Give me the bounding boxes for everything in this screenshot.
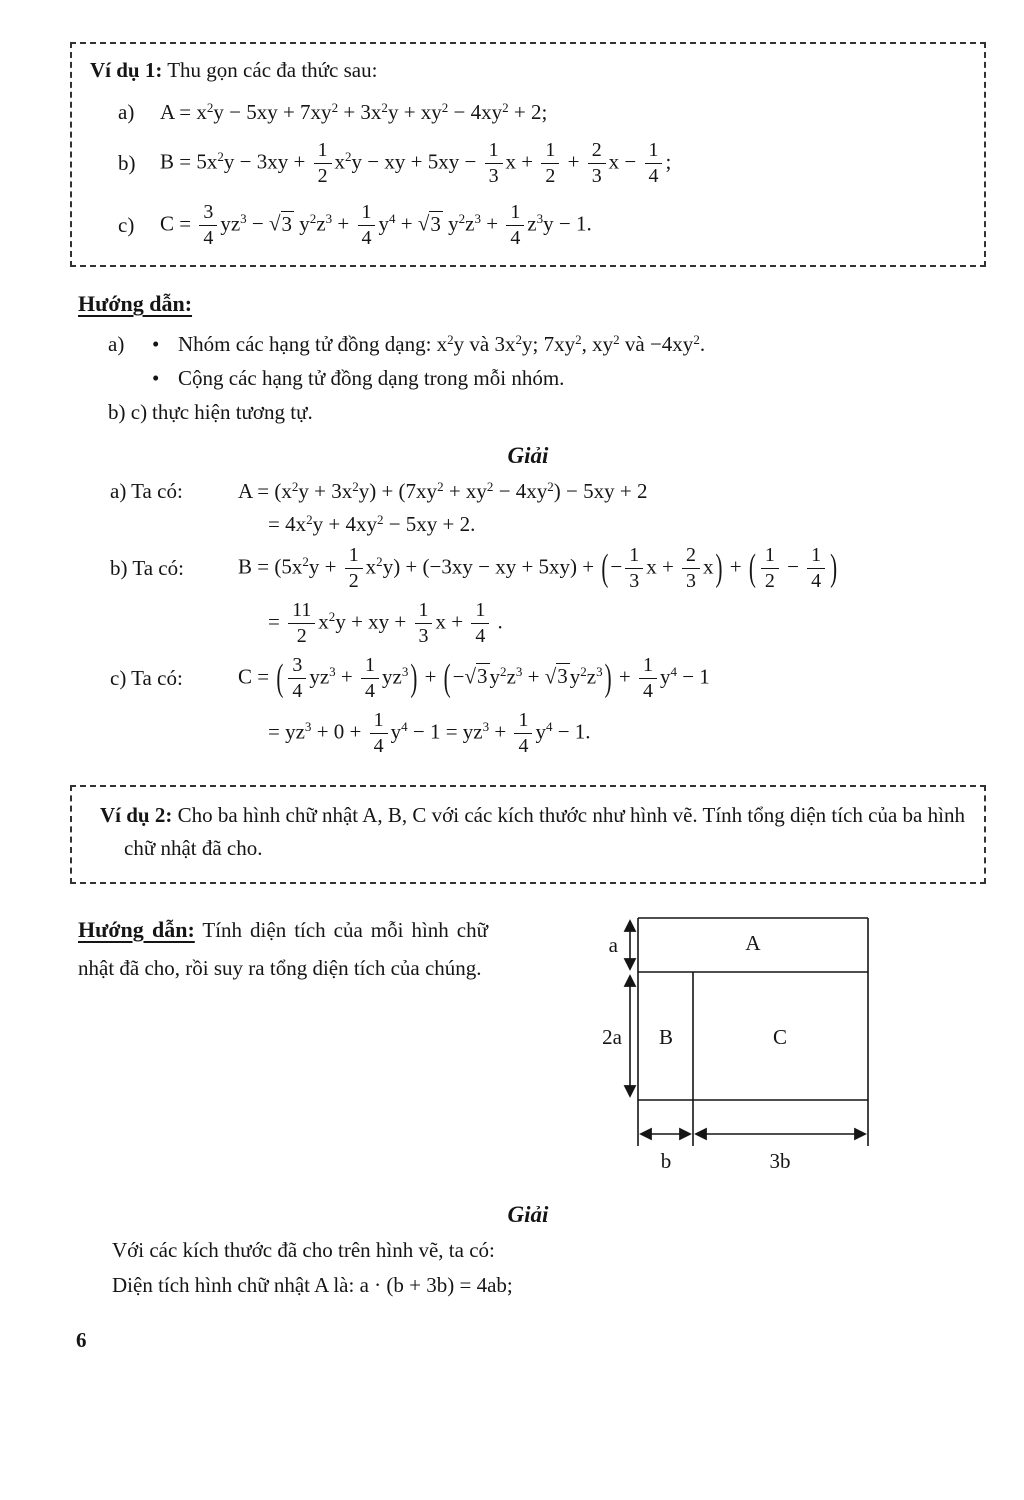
item-label: b) c) (108, 400, 148, 425)
example1-title-label: Ví dụ 1: (90, 58, 163, 82)
figure-container (578, 910, 898, 1184)
solution-formula: = $\frac{11}{2}$ $x^2y$ + xy + $\frac{1}{3}$ x + $\frac{1}{4}$ . (268, 599, 503, 647)
solution1-line-a-cont (268, 512, 986, 537)
example1-title (90, 56, 966, 85)
line-label: a) (118, 100, 135, 125)
guide2-text-block (78, 910, 488, 1184)
solution1-line-a (110, 479, 986, 504)
example1-line-b (118, 140, 966, 187)
guide1-item-a2 (108, 366, 986, 391)
guide1-item-a (108, 332, 986, 357)
figure-label-C: C (772, 1024, 788, 1049)
solution2-line-2: Diện tích hình chữ nhật A là: a · (b + 3b) = 4ab; (112, 1272, 513, 1297)
figure-label-a: a (608, 932, 618, 957)
item-text: Cộng các hạng tử đồng dạng trong mỗi nhóm. (178, 366, 565, 391)
solution1-line-c (110, 655, 986, 702)
solution-label: c) Ta có: (110, 665, 183, 690)
example2-box (70, 785, 986, 884)
example1-title-text: Thu gọn các đa thức sau: (162, 58, 378, 82)
line-label: c) (118, 213, 135, 238)
example1-line-c (118, 202, 966, 249)
solution-formula: = $yz^3 + 0$ + $\frac{1}{4}$ $y^4 - 1 = yz^3$ + $\frac{1}{4}$ $y^4 - 1$. (268, 708, 591, 757)
formula-a: $A = x^2y - 5xy + 7xy^2 + 3x^2y + xy^2 - 4xy^2 + 2$; (160, 100, 548, 125)
bullet-icon: • (152, 332, 160, 357)
example1-line-a (118, 100, 966, 125)
figure-label-3b: 3b (769, 1148, 791, 1173)
example2-title-text: Cho ba hình chữ nhật A, B, C với các kích thước như hình vẽ. Tính tổng diện tích của ba hình chữ nhật đã cho. (124, 802, 965, 861)
item-text: Nhóm các hạng tử đồng dạng: $x^2y$ và $3x^2y$; $7xy^2$, $xy^2$ và $-4xy^2$. (178, 331, 706, 357)
example2-title (90, 799, 966, 866)
figure-label-B: B (658, 1024, 674, 1049)
guide2-heading: Hướng dẫn: (78, 916, 195, 942)
example2-title-label: Ví dụ 2: (100, 802, 173, 827)
guide2-row (70, 910, 986, 1184)
example1-box (70, 42, 986, 267)
formula-c: C = $\frac{3}{4}$ $yz^3 - √3$ $y^2z^3$ + $\frac{1}{4}$ $y^4 + √3$ $y^2z^3$ + $\frac{1}{4}$ $z^3y - 1$. (160, 201, 592, 250)
line-label: b) (118, 151, 136, 176)
rectangles-figure (578, 910, 898, 1178)
solution-formula: C = ( $\frac{3}{4}$ $yz^3$ + $\frac{1}{4}$ $yz^3) + (-√3y^2z^3 + √3y^2z^3)$ + $\frac{1}{4}$ $y^4 - 1$ (238, 653, 710, 702)
solution1-line-c-cont (268, 710, 986, 757)
guide1-item-bc (108, 400, 986, 425)
solution1-heading: Giải (507, 443, 549, 469)
solution2-line-1: Với các kích thước đã cho trên hình vẽ, ta có: (112, 1237, 495, 1262)
solution-formula: $A = (x^2y + 3x^2y) + (7xy^2 + xy^2 - 4xy^2) - 5xy + 2$ (238, 478, 648, 504)
guide2-text: Tính diện tích của mỗi hình chữ nhật đã cho, rồi suy ra tổng diện tích của chúng. (78, 917, 489, 980)
solution1-line-b (110, 545, 986, 592)
figure-label-2a: 2a (602, 1024, 622, 1049)
item-label: a) (108, 332, 125, 357)
solution-label: b) Ta có: (110, 556, 184, 581)
item-text: thực hiện tương tự. (152, 400, 313, 425)
page-number: 6 (76, 1327, 87, 1352)
solution2-heading: Giải (507, 1201, 549, 1227)
bullet-icon: • (152, 366, 160, 391)
solution-formula: $B = (5x^2y$ + $\frac{1}{2}$ $x^2y) + (-3xy$ − xy + 5xy) + (− $\frac{1}{3}$ x + $\frac{2}{3}$ x) + ( $\frac{1}{2}$ − $\frac{1}{4}$ ) (238, 544, 838, 593)
figure-label-b: b (660, 1148, 672, 1173)
figure-label-A: A (745, 930, 761, 955)
solution1-line-b-cont (268, 600, 986, 647)
solution-formula: = $4x^2y + 4xy^2 - 5xy + 2$. (268, 511, 476, 537)
guide1-heading: Hướng dẫn: (78, 291, 193, 317)
formula-b: $B = 5x^2y - 3xy$ + $\frac{1}{2}$ $x^2y$ − xy + 5xy − $\frac{1}{3}$ x + $\frac{1}{2}$ + $\frac{2}{3}$ x − $\frac{1}{4}$ ; (160, 139, 672, 188)
solution-label: a) Ta có: (110, 479, 183, 504)
